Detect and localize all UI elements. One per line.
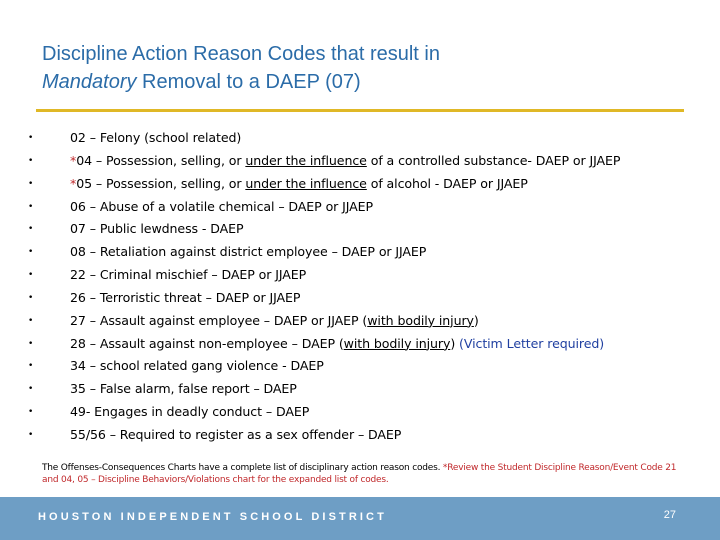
item-text: 02 – Felony (school related) [70, 130, 242, 145]
item-text: 35 – False alarm, false report – DAEP [70, 381, 297, 397]
title-emphasis: Mandatory [42, 71, 137, 93]
item-text: 07 – Public lewdness - DAEP [70, 221, 244, 237]
list-item [28, 287, 688, 310]
bullet-icon: • [28, 315, 34, 326]
item-text: 04 – Possession, selling, or [76, 152, 246, 168]
footnote-review-text: *Review the Student Discipline Reason/Event Code 21 and 04, 05 – Discipline Behaviors/Violations chart for the expanded list of codes. [42, 463, 677, 485]
list-item [28, 218, 688, 241]
item-text: 49- Engages in deadly conduct – DAEP [70, 404, 310, 420]
item-text: 26 – Terroristic threat – DAEP or JJAEP [70, 289, 301, 305]
item-text-end: of alcohol - DAEP or JJAEP [366, 175, 528, 191]
list-item [28, 355, 688, 378]
item-text-end: ) [450, 335, 460, 351]
bullet-icon: • [28, 247, 34, 258]
item-text: 34 – school related gang violence - DAEP [70, 358, 324, 374]
victim-letter-note: (Victim Letter required) [459, 335, 605, 351]
item-text: 22 – Criminal mischief – DAEP or JJAEP [70, 267, 307, 283]
bullet-icon: • [28, 361, 34, 372]
item-text: 06 – Abuse of a volatile chemical – DAEP or JJAEP [70, 198, 374, 214]
underlined-text: with bodily injury [343, 335, 451, 351]
reason-code-list [28, 127, 688, 447]
footnote-text: The Offenses-Consequences Charts have a complete list of disciplinary action reason codes. [42, 463, 443, 473]
title-line-2 [42, 68, 682, 96]
bullet-icon: • [28, 224, 34, 235]
asterisk-marker: * [70, 175, 77, 191]
list-item [28, 378, 688, 401]
underlined-text: with bodily injury [367, 312, 474, 328]
footer-bar [0, 497, 720, 540]
list-item [28, 127, 688, 150]
list-item [28, 196, 688, 219]
underlined-text: under the influence [245, 175, 367, 191]
slide-title [42, 40, 682, 96]
bullet-icon: • [28, 384, 34, 395]
title-line-1: Discipline Action Reason Codes that result in [42, 43, 440, 65]
title-divider [36, 109, 684, 112]
bullet-icon: • [28, 155, 34, 166]
list-item [28, 241, 688, 264]
item-text: 05 – Possession, selling, or [76, 175, 246, 191]
list-item [28, 173, 688, 196]
item-text-end: ) [473, 312, 479, 328]
bullet-icon: • [28, 201, 34, 212]
bullet-icon: • [28, 292, 34, 303]
list-item [28, 424, 688, 447]
list-item [28, 333, 688, 356]
list-item [28, 150, 688, 173]
underlined-text: under the influence [245, 152, 367, 168]
title-line-2-rest: Removal to a DAEP (07) [136, 71, 361, 93]
item-text: 27 – Assault against employee – DAEP or JJAEP ( [70, 312, 368, 328]
bullet-icon: • [28, 338, 34, 349]
bullet-icon: • [28, 429, 34, 440]
list-item [28, 401, 688, 424]
district-name: HOUSTON INDEPENDENT SCHOOL DISTRICT [38, 511, 387, 523]
list-item [28, 310, 688, 333]
item-text: 28 – Assault against non-employee – DAEP ( [70, 335, 344, 351]
bullet-icon: • [28, 133, 34, 143]
asterisk-marker: * [70, 152, 77, 168]
page-number: 27 [663, 509, 676, 521]
bullet-icon: • [28, 178, 34, 189]
footnote [42, 462, 682, 486]
item-text-end: of a controlled substance- DAEP or JJAEP [366, 152, 621, 168]
bullet-icon: • [28, 270, 34, 281]
bullet-icon: • [28, 407, 34, 418]
item-text: 55/56 – Required to register as a sex offender – DAEP [70, 426, 402, 442]
item-text: 08 – Retaliation against district employee – DAEP or JJAEP [70, 244, 427, 260]
list-item [28, 264, 688, 287]
